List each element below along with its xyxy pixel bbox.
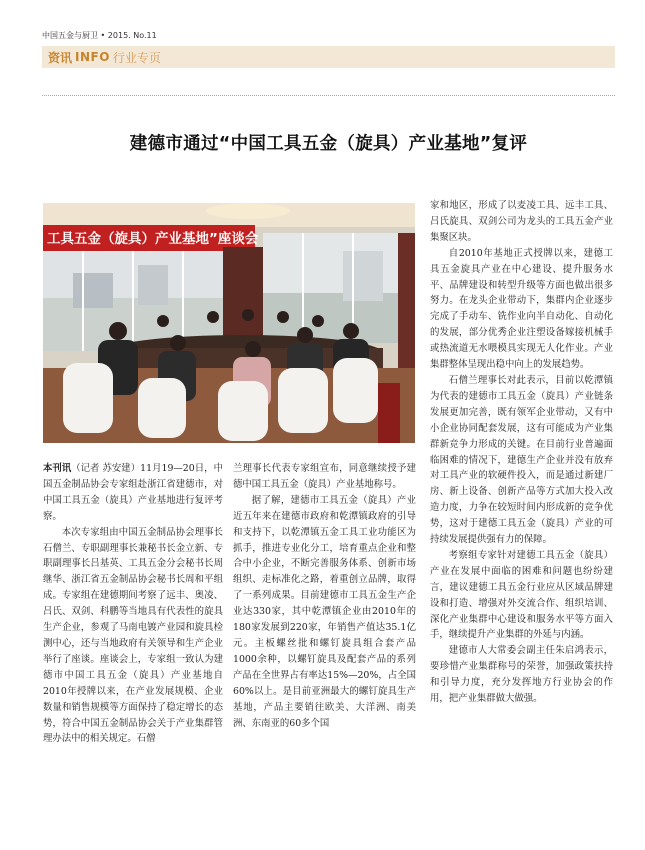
article-paragraph: 本次专家组由中国五金制品协会理事长石僧兰、专职副理事长兼秘书长金立新、专职副理事长吕基英、工具五金分会秘书长周继华、浙江省五金制品协会秘书长周和平组成。专家组在建德期间考察了远丰、奥凌、吕氏、双剑、科鹏等当地具有代表性的旋具生产企业，参观了马南电镀产业园和旋具检测中心，还与当地政府有关领导和生产企业举行了座谈。座谈会上，专家组一致认为建德市中国工具五金（旋具）产业基地自2010年授牌以来，在产业发展规模、企业数量和销售规模等方面保持了稳定增长的态势，符合中国五金制品协会关于产业集群管理办法中的相关规定。石僧 xyxy=(43,526,223,745)
masthead: 中国五金与厨卫 • 2015. No.11 xyxy=(42,31,157,40)
article-paragraph: 家和地区，形成了以麦凌工具、远丰工具、吕氏旋具、双剑公司为龙头的工具五金产业集聚区块。 xyxy=(430,200,613,243)
article-column-2 xyxy=(233,461,416,731)
article-column-1 xyxy=(43,461,223,747)
article-paragraph: 据了解，建德市工具五金（旋具）产业近五年来在建德市政府和乾潭镇政府的引导和支持下，以乾潭镇五金工具工业功能区为抓手，推进专业化分工，培育重点企业和整合中小企业，不断完善服务体系、创新市场组织、走标准化之路，着重创立品牌，取得了一系列成果。目前建德市工具五金生产企业达330家，其中乾潭镇企业由2010年的180家发展到220家，年销售产值达35.1亿元。主板螺丝批和螺钉旋具组合套产品1000余种，以螺钉旋具及配套产品的系列产品在全世界占有率达15%—20%，占全国60%以上。是目前亚洲最大的螺钉旋具生产基地，产品主要销往欧美、大洋洲、南美洲、东南亚的60多个国 xyxy=(233,494,416,729)
section-sub: 行业专页 xyxy=(112,50,161,65)
article-paragraph: 石僧兰理事长对此表示，目前以乾潭镇为代表的建德市工具五金（旋具）产业链条发展更加完善，既有领军企业带动，又有中小企业协同配套发展，这有可能成为产业集群新竞争力形成的关键。在目前行业普遍面临困难的情况下，建德生产企业并没有放弃对工具产业的软硬件投入，而是通过新建厂房、新上设备、创新产品等方式加大投入改造力度，力争在较短时间内形成新的竞争优势，这对于建德工具五金（旋具）产业的可持续发展提供强有力的保障。 xyxy=(430,374,613,546)
section-label-cn: 资讯 xyxy=(48,50,73,65)
article-paragraph: 考察组专家针对建德工具五金（旋具）产业在发展中面临的困难和问题也纷纷建言，建议建德工具五金行业应从区域品牌建设和打造、增强对外交流合作、组织培训、深化产业集群中心建设和服务水平等方面入手，继续提升产业集群的外延与内涵。 xyxy=(430,549,613,641)
article-paragraph: 兰理事长代表专家组宣布，同意继续授予建德中国工具五金（旋具）产业基地称号。 xyxy=(233,463,416,490)
article-paragraph: 本刊讯（记者 苏安建）11月19—20日，中国五金制品协会专家组赴浙江省建德市，对中国工具五金（旋具）产业基地进行复评考察。 xyxy=(43,463,223,522)
banner-text: 工具五金（旋具）产业基地”座谈会 xyxy=(47,231,259,247)
page-title: 建德市通过“中国工具五金（旋具）产业基地”复评 xyxy=(129,134,528,154)
section-bar xyxy=(42,46,615,68)
article-column-3 xyxy=(430,198,613,707)
article-photo xyxy=(43,203,415,443)
byline-label: 本刊讯 xyxy=(43,463,72,474)
article-paragraph: 自2010年基地正式授牌以来，建德工具五金旋具产业在中心建设、提升服务水平、品牌建设和转型升级等方面也做出很多努力。在龙头企业带动下，集群内企业逐步完成了手动车、铣作业向半自动化、自动化的发展，部分优秀企业注塑设备嫁接机械手或热流道无水喂模具实现无人化作业。产业集群整体呈现出稳中向上的发展趋势。 xyxy=(430,247,613,371)
divider xyxy=(42,95,615,96)
section-label-en: INFO xyxy=(75,50,110,64)
article-paragraph: 建德市人大常委会副主任朱启鸿表示，要珍惜产业集群称号的荣誉，加强政策扶持和引导力度，充分发挥地方行业协会的作用，把产业集群做大做强。 xyxy=(430,645,613,705)
